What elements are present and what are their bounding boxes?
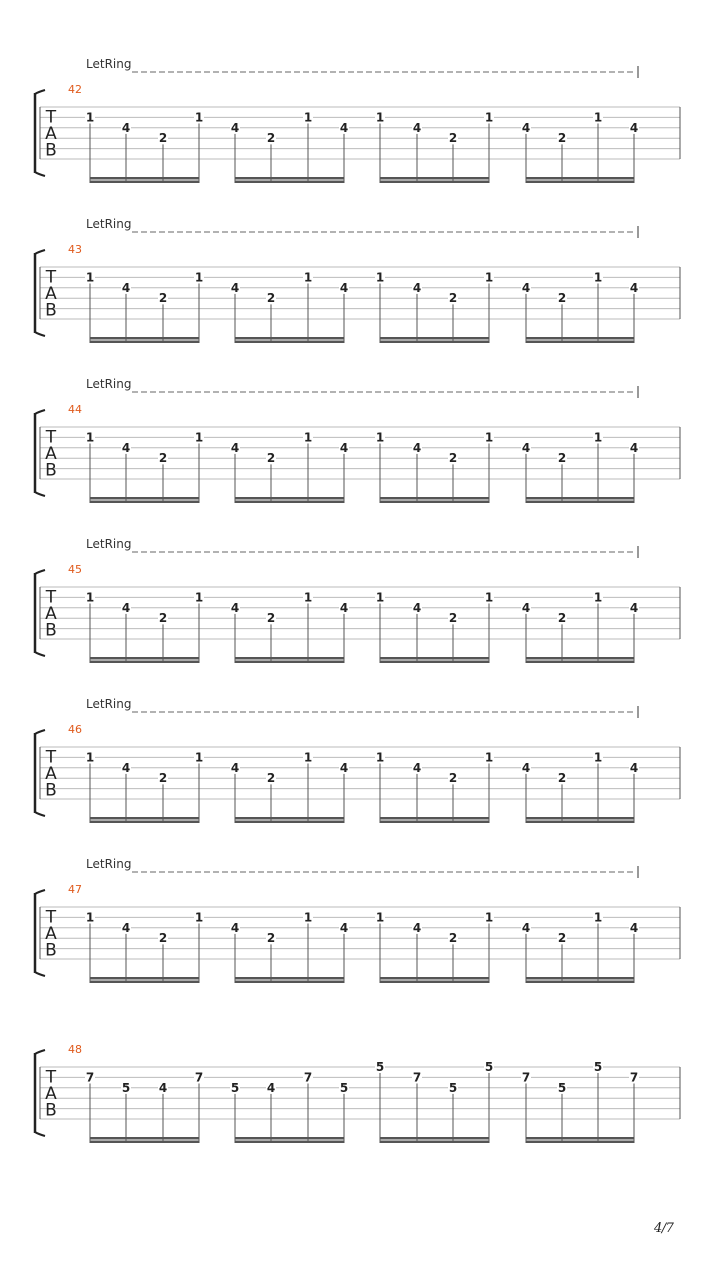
tab-clef-letter: A: [45, 924, 57, 944]
fret-number: 2: [158, 451, 168, 466]
fret-number: 2: [448, 291, 458, 306]
fret-number: 2: [266, 131, 276, 146]
beam: [380, 1141, 489, 1144]
fret-number: 5: [339, 1080, 349, 1095]
fret-number: 1: [303, 590, 313, 605]
fret-number: 1: [303, 750, 313, 765]
measure-number: 44: [68, 403, 82, 416]
fret-number: 1: [593, 270, 603, 285]
fret-number: 4: [230, 600, 240, 615]
bracket-top-hook: [35, 1050, 45, 1054]
tab-system: [35, 217, 680, 343]
measure-number: 42: [68, 83, 82, 96]
fret-number: 2: [158, 931, 168, 946]
fret-number: 1: [303, 270, 313, 285]
fret-number: 4: [339, 120, 349, 135]
fret-number: 1: [85, 110, 95, 125]
tab-clef-letter: T: [45, 427, 57, 448]
tab-clef-letter: A: [45, 284, 57, 304]
tab-clef-letter: B: [45, 780, 57, 801]
fret-number: 2: [158, 131, 168, 146]
beam: [90, 821, 199, 824]
fret-number: 4: [412, 760, 422, 775]
fret-number: 1: [194, 590, 204, 605]
let-ring-label: LetRing: [86, 537, 132, 551]
fret-number: 1: [303, 910, 313, 925]
fret-number: 4: [412, 600, 422, 615]
fret-number: 1: [375, 110, 385, 125]
fret-number: 1: [593, 590, 603, 605]
fret-number: 7: [412, 1070, 422, 1085]
beam: [235, 981, 344, 984]
fret-number: 4: [521, 280, 531, 295]
fret-number: 1: [484, 910, 494, 925]
bracket-top-hook: [35, 890, 45, 894]
fret-number: 4: [412, 280, 422, 295]
bracket-bottom-hook: [35, 812, 45, 816]
tab-clef-letter: B: [45, 940, 57, 961]
fret-number: 1: [85, 910, 95, 925]
fret-number: 7: [521, 1070, 531, 1085]
beam: [235, 337, 344, 340]
measure-number: 47: [68, 883, 82, 896]
beam: [526, 501, 634, 504]
fret-number: 4: [121, 120, 131, 135]
beam: [380, 341, 489, 344]
fret-number: 1: [303, 110, 313, 125]
beam: [526, 981, 634, 984]
beam: [235, 661, 344, 664]
beam: [90, 817, 199, 820]
fret-number: 1: [593, 430, 603, 445]
fret-number: 4: [339, 920, 349, 935]
fret-number: 4: [629, 760, 639, 775]
beam: [235, 497, 344, 500]
fret-number: 1: [194, 910, 204, 925]
beam: [526, 657, 634, 660]
fret-number: 2: [448, 131, 458, 146]
bracket-top-hook: [35, 90, 45, 94]
fret-number: 4: [629, 600, 639, 615]
fret-number: 4: [521, 920, 531, 935]
fret-number: 4: [121, 760, 131, 775]
fret-number: 2: [448, 931, 458, 946]
beam: [526, 181, 634, 184]
beam: [526, 817, 634, 820]
fret-number: 4: [230, 280, 240, 295]
beam: [526, 1137, 634, 1140]
fret-number: 2: [158, 611, 168, 626]
bracket-bottom-hook: [35, 1132, 45, 1136]
fret-number: 2: [266, 451, 276, 466]
bracket-top-hook: [35, 570, 45, 574]
fret-number: 7: [629, 1070, 639, 1085]
beam: [380, 1137, 489, 1140]
fret-number: 4: [339, 600, 349, 615]
fret-number: 2: [266, 291, 276, 306]
beam: [90, 497, 199, 500]
beam: [90, 177, 199, 180]
beam: [380, 977, 489, 980]
fret-number: 4: [230, 920, 240, 935]
beam: [380, 657, 489, 660]
fret-number: 7: [85, 1070, 95, 1085]
fret-number: 4: [521, 440, 531, 455]
fret-number: 4: [521, 600, 531, 615]
beam: [526, 497, 634, 500]
beam: [526, 821, 634, 824]
fret-number: 5: [593, 1060, 603, 1074]
bracket-bottom-hook: [35, 172, 45, 176]
fret-number: 1: [375, 430, 385, 445]
measure-number: 46: [68, 723, 82, 736]
fret-number: 1: [375, 590, 385, 605]
beam: [526, 1141, 634, 1144]
fret-number: 7: [194, 1070, 204, 1085]
fret-number: 2: [557, 611, 567, 626]
beam: [90, 1141, 199, 1144]
beam: [90, 501, 199, 504]
beam: [90, 657, 199, 660]
tab-clef-letter: B: [45, 1100, 57, 1121]
measure-number: 43: [68, 243, 82, 256]
fret-number: 4: [629, 920, 639, 935]
tab-clef-letter: B: [45, 620, 57, 641]
fret-number: 1: [85, 750, 95, 765]
tab-clef-letter: A: [45, 124, 57, 144]
fret-number: 4: [339, 280, 349, 295]
bracket-bottom-hook: [35, 652, 45, 656]
tab-clef-letter: B: [45, 300, 57, 321]
fret-number: 1: [593, 750, 603, 765]
fret-number: 1: [593, 110, 603, 125]
beam: [235, 977, 344, 980]
fret-number: 1: [194, 110, 204, 125]
fret-number: 5: [448, 1080, 458, 1095]
tab-system: [35, 1043, 680, 1143]
fret-number: 1: [593, 910, 603, 925]
fret-number: 1: [484, 110, 494, 125]
measure-number: 48: [68, 1043, 82, 1056]
beam: [90, 977, 199, 980]
beam: [526, 977, 634, 980]
beam: [235, 181, 344, 184]
fret-number: 2: [266, 611, 276, 626]
fret-number: 1: [375, 750, 385, 765]
fret-number: 2: [448, 771, 458, 786]
beam: [235, 657, 344, 660]
fret-number: 1: [194, 430, 204, 445]
tab-clef-letter: A: [45, 764, 57, 784]
fret-number: 1: [484, 270, 494, 285]
fret-number: 2: [557, 131, 567, 146]
beam: [380, 661, 489, 664]
fret-number: 2: [448, 611, 458, 626]
fret-number: 4: [629, 120, 639, 135]
tab-system: [35, 537, 680, 663]
beam: [380, 337, 489, 340]
fret-number: 4: [266, 1080, 276, 1095]
fret-number: 2: [557, 771, 567, 786]
fret-number: 2: [158, 771, 168, 786]
fret-number: 4: [121, 920, 131, 935]
beam: [380, 177, 489, 180]
beam: [380, 181, 489, 184]
tab-clef-letter: A: [45, 604, 57, 624]
fret-number: 4: [158, 1080, 168, 1095]
tab-clef-letter: T: [45, 747, 57, 768]
fret-number: 2: [557, 931, 567, 946]
fret-number: 7: [303, 1070, 313, 1085]
beam: [90, 337, 199, 340]
fret-number: 1: [85, 270, 95, 285]
bracket-top-hook: [35, 410, 45, 414]
fret-number: 1: [194, 270, 204, 285]
tab-clef-letter: T: [45, 1067, 57, 1088]
fret-number: 4: [521, 120, 531, 135]
beam: [526, 337, 634, 340]
beam: [90, 661, 199, 664]
fret-number: 1: [484, 430, 494, 445]
fret-number: 4: [629, 280, 639, 295]
beam: [90, 981, 199, 984]
fret-number: 1: [85, 590, 95, 605]
fret-number: 4: [339, 760, 349, 775]
fret-number: 2: [557, 451, 567, 466]
fret-number: 4: [230, 760, 240, 775]
beam: [90, 1137, 199, 1140]
fret-number: 4: [521, 760, 531, 775]
fret-number: 4: [121, 600, 131, 615]
beam: [235, 341, 344, 344]
tab-system: [35, 697, 680, 823]
fret-number: 5: [484, 1060, 494, 1074]
fret-number: 1: [375, 270, 385, 285]
let-ring-label: LetRing: [86, 217, 132, 231]
tab-clef-letter: A: [45, 1084, 57, 1104]
beam: [526, 341, 634, 344]
fret-number: 2: [448, 451, 458, 466]
fret-number: 5: [121, 1080, 131, 1095]
beam: [380, 501, 489, 504]
beam: [90, 181, 199, 184]
page-number: 4/7: [654, 1221, 674, 1236]
bracket-bottom-hook: [35, 332, 45, 336]
fret-number: 4: [412, 920, 422, 935]
fret-number: 2: [266, 931, 276, 946]
fret-number: 2: [266, 771, 276, 786]
tab-clef-letter: B: [45, 460, 57, 481]
beam: [235, 821, 344, 824]
tab-clef-letter: B: [45, 140, 57, 161]
fret-number: 4: [230, 120, 240, 135]
fret-number: 4: [121, 280, 131, 295]
let-ring-label: LetRing: [86, 57, 132, 71]
fret-number: 4: [412, 440, 422, 455]
tab-clef-letter: T: [45, 587, 57, 608]
bracket-top-hook: [35, 250, 45, 254]
fret-number: 4: [629, 440, 639, 455]
fret-number: 4: [412, 120, 422, 135]
fret-number: 1: [375, 910, 385, 925]
fret-number: 5: [557, 1080, 567, 1095]
fret-number: 4: [121, 440, 131, 455]
beam: [526, 177, 634, 180]
beam: [380, 821, 489, 824]
tab-system: [35, 857, 680, 983]
tab-system: [35, 377, 680, 503]
let-ring-label: LetRing: [86, 377, 132, 391]
tab-clef-letter: T: [45, 107, 57, 128]
tab-clef-letter: T: [45, 907, 57, 928]
bracket-bottom-hook: [35, 972, 45, 976]
tab-clef-letter: T: [45, 267, 57, 288]
beam: [380, 497, 489, 500]
beam: [90, 341, 199, 344]
let-ring-label: LetRing: [86, 857, 132, 871]
fret-number: 1: [484, 590, 494, 605]
fret-number: 1: [85, 430, 95, 445]
fret-number: 4: [339, 440, 349, 455]
bracket-top-hook: [35, 730, 45, 734]
beam: [526, 661, 634, 664]
beam: [235, 501, 344, 504]
tab-clef-letter: A: [45, 444, 57, 464]
fret-number: 2: [158, 291, 168, 306]
fret-number: 4: [230, 440, 240, 455]
fret-number: 2: [557, 291, 567, 306]
fret-number: 1: [484, 750, 494, 765]
beam: [380, 981, 489, 984]
bracket-bottom-hook: [35, 492, 45, 496]
beam: [235, 817, 344, 820]
fret-number: 5: [375, 1060, 385, 1074]
beam: [235, 177, 344, 180]
fret-number: 1: [303, 430, 313, 445]
measure-number: 45: [68, 563, 82, 576]
beam: [235, 1137, 344, 1140]
fret-number: 1: [194, 750, 204, 765]
beam: [235, 1141, 344, 1144]
tab-system: [35, 57, 680, 183]
let-ring-label: LetRing: [86, 697, 132, 711]
fret-number: 5: [230, 1080, 240, 1095]
beam: [380, 817, 489, 820]
